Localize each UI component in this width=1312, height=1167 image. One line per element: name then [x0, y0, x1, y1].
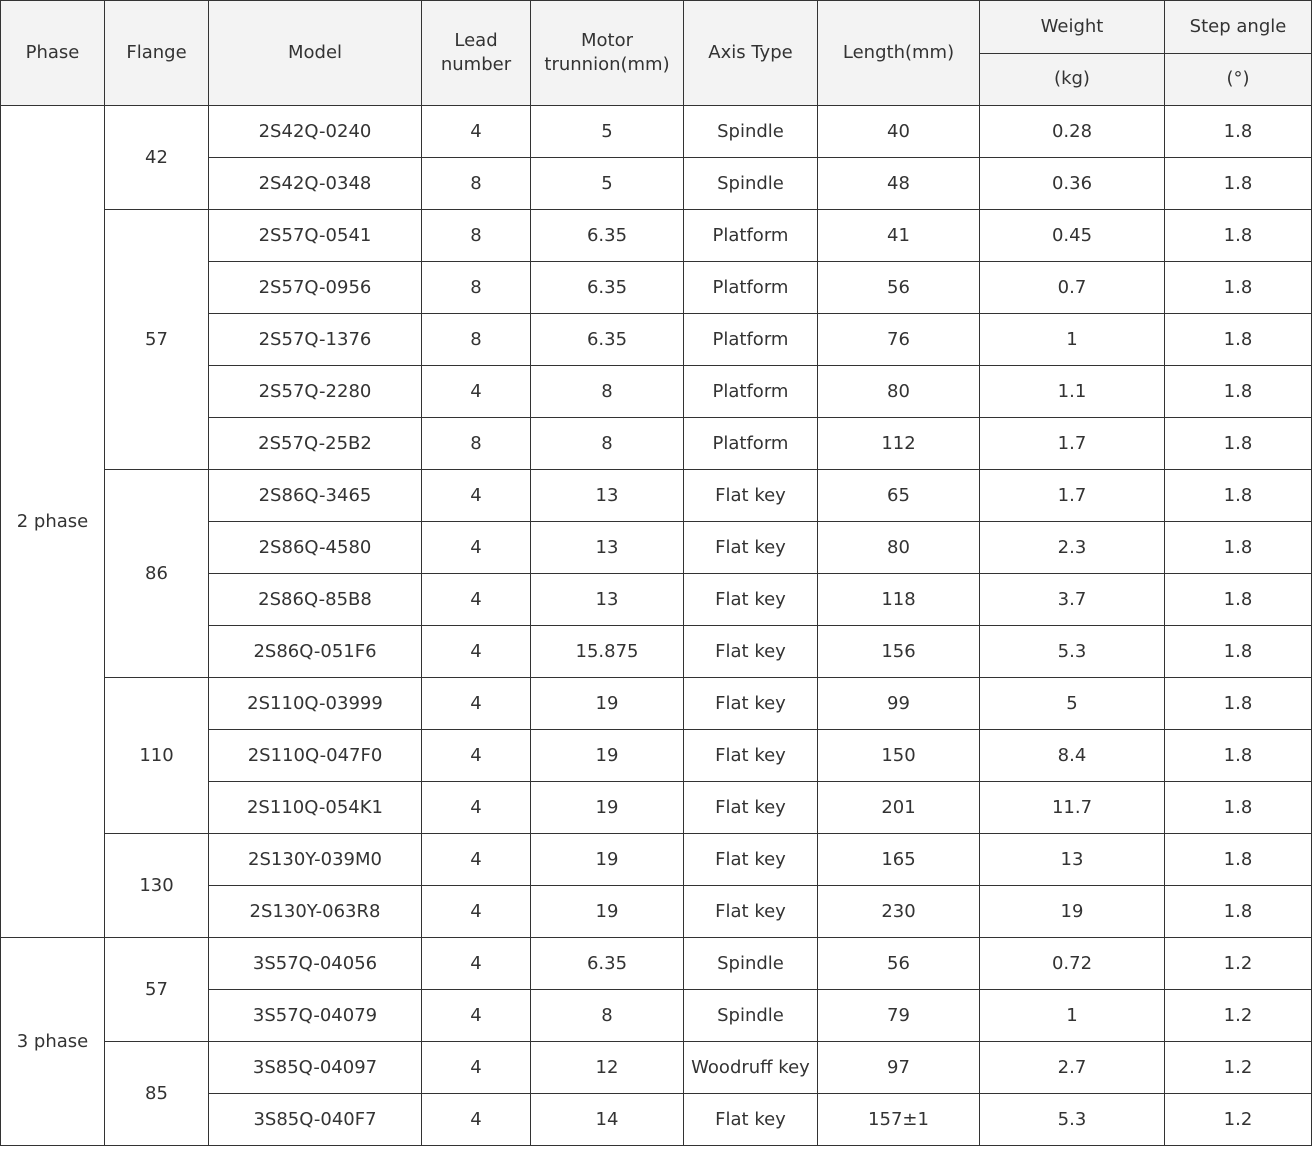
length-cell: 41	[818, 210, 980, 262]
length-cell: 76	[818, 314, 980, 366]
step-angle-cell: 1.8	[1165, 210, 1312, 262]
model-cell: 2S130Y-063R8	[209, 886, 422, 938]
step-angle-cell: 1.8	[1165, 782, 1312, 834]
axis-type-cell: Flat key	[684, 730, 818, 782]
axis-type-cell: Platform	[684, 366, 818, 418]
lead-number-cell: 8	[422, 210, 531, 262]
lead-number-cell: 4	[422, 678, 531, 730]
motor-trunnion-cell: 13	[531, 574, 684, 626]
length-cell: 157±1	[818, 1094, 980, 1146]
weight-cell: 0.36	[980, 158, 1165, 210]
weight-cell: 19	[980, 886, 1165, 938]
model-cell: 2S42Q-0240	[209, 106, 422, 158]
table-body	[1, 106, 1312, 1146]
phase-cell: 3 phase	[1, 938, 105, 1146]
lead-number-cell: 4	[422, 522, 531, 574]
length-cell: 56	[818, 938, 980, 990]
axis-type-cell: Flat key	[684, 626, 818, 678]
step-angle-cell: 1.8	[1165, 886, 1312, 938]
weight-cell: 0.72	[980, 938, 1165, 990]
length-cell: 80	[818, 366, 980, 418]
model-cell: 2S86Q-3465	[209, 470, 422, 522]
axis-type-cell: Flat key	[684, 522, 818, 574]
table-row	[1, 834, 1312, 886]
length-cell: 48	[818, 158, 980, 210]
axis-type-cell: Flat key	[684, 470, 818, 522]
motor-trunnion-cell: 8	[531, 990, 684, 1042]
length-cell: 201	[818, 782, 980, 834]
length-cell: 79	[818, 990, 980, 1042]
table-row	[1, 678, 1312, 730]
step-angle-cell: 1.8	[1165, 834, 1312, 886]
axis-type-cell: Platform	[684, 418, 818, 470]
length-cell: 65	[818, 470, 980, 522]
step-angle-cell: 1.8	[1165, 574, 1312, 626]
length-cell: 230	[818, 886, 980, 938]
lead-number-cell: 4	[422, 730, 531, 782]
weight-cell: 8.4	[980, 730, 1165, 782]
header-axis-type: Axis Type	[684, 1, 818, 106]
header-step-angle-unit: (°)	[1165, 53, 1312, 106]
header-step-angle: Step angle	[1165, 1, 1312, 54]
weight-cell: 1.7	[980, 418, 1165, 470]
phase-cell: 2 phase	[1, 106, 105, 938]
weight-cell: 13	[980, 834, 1165, 886]
weight-cell: 1	[980, 990, 1165, 1042]
model-cell: 2S86Q-85B8	[209, 574, 422, 626]
step-angle-cell: 1.8	[1165, 522, 1312, 574]
lead-number-cell: 4	[422, 1042, 531, 1094]
header-weight: Weight	[980, 1, 1165, 54]
axis-type-cell: Flat key	[684, 782, 818, 834]
flange-cell: 130	[105, 834, 209, 938]
weight-cell: 5	[980, 678, 1165, 730]
lead-number-cell: 4	[422, 106, 531, 158]
model-cell: 2S110Q-047F0	[209, 730, 422, 782]
table-row	[1, 470, 1312, 522]
axis-type-cell: Flat key	[684, 574, 818, 626]
length-cell: 80	[818, 522, 980, 574]
step-angle-cell: 1.2	[1165, 1094, 1312, 1146]
header-length: Length(mm)	[818, 1, 980, 106]
step-angle-cell: 1.2	[1165, 990, 1312, 1042]
model-cell: 3S85Q-04097	[209, 1042, 422, 1094]
table-row	[1, 1042, 1312, 1094]
motor-trunnion-cell: 12	[531, 1042, 684, 1094]
weight-cell: 0.45	[980, 210, 1165, 262]
step-angle-cell: 1.8	[1165, 470, 1312, 522]
table-row	[1, 938, 1312, 990]
step-angle-cell: 1.8	[1165, 158, 1312, 210]
flange-cell: 57	[105, 938, 209, 1042]
table-row	[1, 210, 1312, 262]
weight-cell: 2.3	[980, 522, 1165, 574]
motor-trunnion-cell: 6.35	[531, 262, 684, 314]
model-cell: 2S110Q-03999	[209, 678, 422, 730]
lead-number-cell: 4	[422, 470, 531, 522]
model-cell: 2S57Q-0541	[209, 210, 422, 262]
step-angle-cell: 1.2	[1165, 938, 1312, 990]
lead-number-cell: 4	[422, 574, 531, 626]
model-cell: 2S57Q-0956	[209, 262, 422, 314]
model-cell: 2S57Q-1376	[209, 314, 422, 366]
length-cell: 112	[818, 418, 980, 470]
lead-number-cell: 4	[422, 626, 531, 678]
header-motor-trunnion: Motor trunnion(mm)	[531, 1, 684, 106]
step-angle-cell: 1.8	[1165, 626, 1312, 678]
motor-trunnion-cell: 6.35	[531, 210, 684, 262]
axis-type-cell: Spindle	[684, 106, 818, 158]
lead-number-cell: 4	[422, 1094, 531, 1146]
motor-trunnion-cell: 19	[531, 678, 684, 730]
axis-type-cell: Platform	[684, 262, 818, 314]
lead-number-cell: 4	[422, 938, 531, 990]
header-flange: Flange	[105, 1, 209, 106]
motor-trunnion-cell: 13	[531, 522, 684, 574]
motor-trunnion-cell: 5	[531, 106, 684, 158]
weight-cell: 1.7	[980, 470, 1165, 522]
weight-cell: 1	[980, 314, 1165, 366]
lead-number-cell: 4	[422, 366, 531, 418]
model-cell: 2S130Y-039M0	[209, 834, 422, 886]
header-weight-unit: (kg)	[980, 53, 1165, 106]
motor-trunnion-cell: 19	[531, 886, 684, 938]
lead-number-cell: 4	[422, 990, 531, 1042]
length-cell: 165	[818, 834, 980, 886]
table-row	[1, 106, 1312, 158]
length-cell: 99	[818, 678, 980, 730]
lead-number-cell: 8	[422, 158, 531, 210]
weight-cell: 2.7	[980, 1042, 1165, 1094]
motor-trunnion-cell: 8	[531, 418, 684, 470]
weight-cell: 5.3	[980, 626, 1165, 678]
motor-trunnion-cell: 14	[531, 1094, 684, 1146]
length-cell: 40	[818, 106, 980, 158]
model-cell: 2S57Q-25B2	[209, 418, 422, 470]
weight-cell: 3.7	[980, 574, 1165, 626]
axis-type-cell: Flat key	[684, 886, 818, 938]
model-cell: 3S57Q-04056	[209, 938, 422, 990]
flange-cell: 57	[105, 210, 209, 470]
model-cell: 3S85Q-040F7	[209, 1094, 422, 1146]
step-angle-cell: 1.8	[1165, 366, 1312, 418]
axis-type-cell: Woodruff key	[684, 1042, 818, 1094]
header-model: Model	[209, 1, 422, 106]
lead-number-cell: 8	[422, 262, 531, 314]
weight-cell: 1.1	[980, 366, 1165, 418]
flange-cell: 85	[105, 1042, 209, 1146]
axis-type-cell: Flat key	[684, 834, 818, 886]
step-angle-cell: 1.8	[1165, 106, 1312, 158]
axis-type-cell: Spindle	[684, 158, 818, 210]
motor-trunnion-cell: 6.35	[531, 938, 684, 990]
length-cell: 56	[818, 262, 980, 314]
weight-cell: 0.7	[980, 262, 1165, 314]
length-cell: 97	[818, 1042, 980, 1094]
lead-number-cell: 4	[422, 834, 531, 886]
length-cell: 150	[818, 730, 980, 782]
lead-number-cell: 4	[422, 782, 531, 834]
step-angle-cell: 1.8	[1165, 314, 1312, 366]
motor-trunnion-cell: 19	[531, 834, 684, 886]
model-cell: 2S86Q-4580	[209, 522, 422, 574]
axis-type-cell: Platform	[684, 314, 818, 366]
motor-trunnion-cell: 5	[531, 158, 684, 210]
step-angle-cell: 1.8	[1165, 262, 1312, 314]
motor-trunnion-cell: 6.35	[531, 314, 684, 366]
motor-trunnion-cell: 13	[531, 470, 684, 522]
motor-trunnion-cell: 8	[531, 366, 684, 418]
step-angle-cell: 1.8	[1165, 678, 1312, 730]
header-lead-number: Lead number	[422, 1, 531, 106]
model-cell: 2S57Q-2280	[209, 366, 422, 418]
model-cell: 2S86Q-051F6	[209, 626, 422, 678]
motor-trunnion-cell: 15.875	[531, 626, 684, 678]
axis-type-cell: Platform	[684, 210, 818, 262]
step-angle-cell: 1.8	[1165, 730, 1312, 782]
flange-cell: 42	[105, 106, 209, 210]
lead-number-cell: 8	[422, 418, 531, 470]
model-cell: 2S110Q-054K1	[209, 782, 422, 834]
lead-number-cell: 8	[422, 314, 531, 366]
flange-cell: 86	[105, 470, 209, 678]
axis-type-cell: Flat key	[684, 1094, 818, 1146]
model-cell: 3S57Q-04079	[209, 990, 422, 1042]
lead-number-cell: 4	[422, 886, 531, 938]
axis-type-cell: Flat key	[684, 678, 818, 730]
step-angle-cell: 1.8	[1165, 418, 1312, 470]
motor-trunnion-cell: 19	[531, 730, 684, 782]
model-cell: 2S42Q-0348	[209, 158, 422, 210]
weight-cell: 0.28	[980, 106, 1165, 158]
length-cell: 118	[818, 574, 980, 626]
flange-cell: 110	[105, 678, 209, 834]
length-cell: 156	[818, 626, 980, 678]
motor-trunnion-cell: 19	[531, 782, 684, 834]
weight-cell: 11.7	[980, 782, 1165, 834]
axis-type-cell: Spindle	[684, 938, 818, 990]
weight-cell: 5.3	[980, 1094, 1165, 1146]
step-angle-cell: 1.2	[1165, 1042, 1312, 1094]
axis-type-cell: Spindle	[684, 990, 818, 1042]
header-phase: Phase	[1, 1, 105, 106]
